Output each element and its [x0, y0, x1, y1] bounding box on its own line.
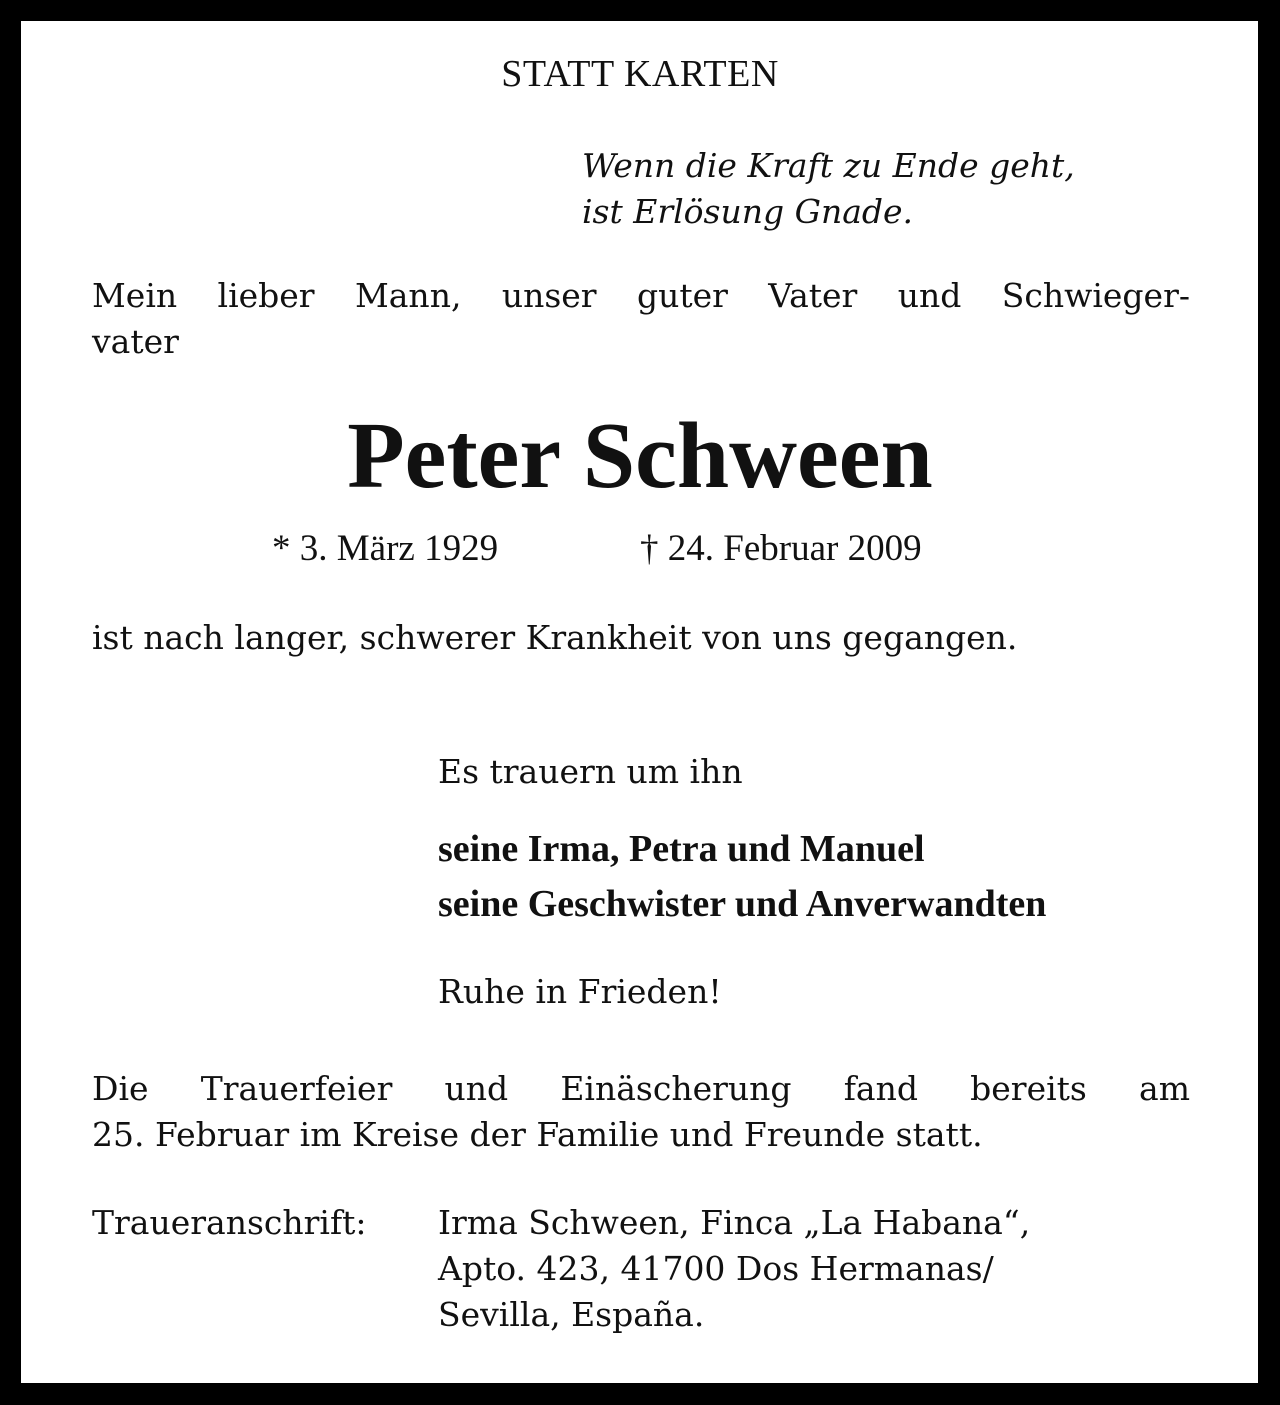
mourners-intro: Es trauern um ihn [438, 752, 743, 791]
birth-date: * 3. März 1929 [272, 528, 499, 569]
passing-text: ist nach langer, schwerer Krankheit von uns gegangen. [92, 618, 1018, 657]
funeral-line-1: Die Trauerfeier und Einäscherung fand bereits am [92, 1069, 1190, 1108]
deceased-name: Peter Schween [347, 404, 933, 508]
death-date: † 24. Februar 2009 [640, 528, 922, 569]
address-label: Traueranschrift: [92, 1203, 367, 1242]
rest-in-peace: Ruhe in Frieden! [438, 972, 722, 1011]
address-line-2: Apto. 423, 41700 Dos Hermanas/ [438, 1249, 994, 1288]
funeral-line-2: 25. Februar im Kreise der Familie und Freunde statt. [92, 1115, 983, 1154]
intro-line-2: vater [92, 322, 179, 361]
intro-line-1: Mein lieber Mann, unser guter Vater und Schwieger- [92, 276, 1190, 315]
obituary-header: STATT KARTEN [501, 53, 779, 95]
address-line-3: Sevilla, España. [438, 1295, 705, 1334]
motto-line-2: ist Erlösung Gnade. [582, 192, 914, 231]
mourner-line-1: seine Irma, Petra und Manuel [438, 828, 925, 870]
mourner-line-2: seine Geschwister und Anverwandten [438, 883, 1047, 925]
address-line-1: Irma Schween, Finca „La Habana“, [438, 1203, 1031, 1242]
motto-line-1: Wenn die Kraft zu Ende geht, [582, 146, 1075, 185]
